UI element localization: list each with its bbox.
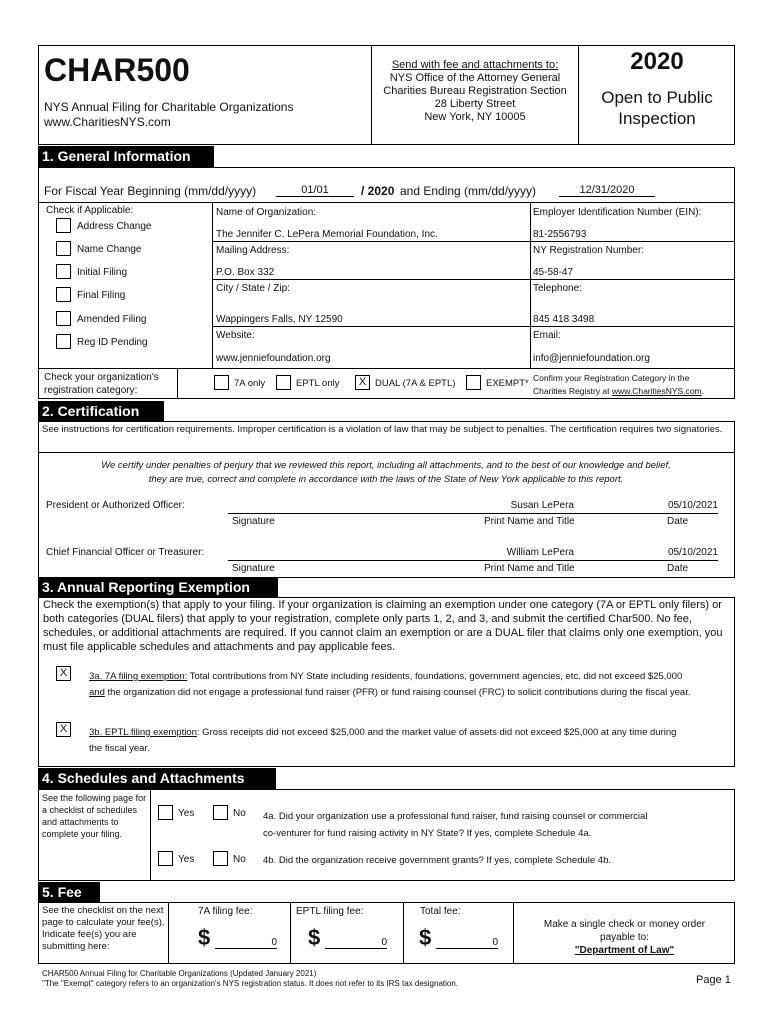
fee-7a-dollar: $	[198, 925, 211, 950]
name-change-checkbox[interactable]	[56, 241, 71, 256]
fy-year: / 2020	[361, 184, 395, 198]
q4b-no-label: No	[233, 854, 246, 865]
certify-line: We certify under penalties of perjury that we reviewed this report, including all attachments, and to the best of our knowledge and belief,	[101, 460, 671, 471]
cat-exempt-checkbox[interactable]	[466, 375, 481, 390]
ein-field[interactable]: 81-2556793	[533, 229, 587, 240]
cat-dual-checkbox[interactable]: X	[355, 375, 370, 390]
fee-total-label: Total fee:	[420, 906, 461, 917]
exemption-3a-and: and	[89, 687, 105, 698]
section2-title: 2. Certification	[38, 401, 164, 422]
form-subtitle: NYS Annual Filing for Charitable Organizations	[44, 100, 294, 114]
cert-instructions: See instructions for certification requirements. Improper certification is a violation of law that may be subject to penalties. The certification requires two signatories.	[42, 424, 723, 435]
payee-name: "Department of Law"	[574, 945, 675, 956]
exemption-3a-body: Total contributions from NY State including residents, foundations, government agencies, etc. did not exceed $25,000	[187, 671, 683, 682]
confirm-registry	[533, 372, 704, 398]
category-label-line: registration category:	[44, 385, 138, 396]
fy-begin-field[interactable]: 01/01	[276, 184, 354, 197]
fee-7a-label: 7A filing fee:	[198, 906, 253, 917]
section5-title: 5. Fee	[38, 882, 100, 903]
email-field[interactable]: info@jenniefoundation.org	[533, 353, 650, 364]
open-inspection	[579, 87, 735, 129]
cfo-name[interactable]: William LePera	[506, 547, 574, 558]
q4b-yes-checkbox[interactable]	[158, 851, 173, 866]
officer-label: President or Authorized Officer:	[46, 500, 185, 511]
cat-7a-checkbox[interactable]	[214, 375, 229, 390]
form-code: CHAR500	[44, 52, 190, 88]
exemption-3a-text	[89, 669, 729, 701]
date-caption: Date	[667, 563, 689, 574]
website-field[interactable]: www.jenniefoundation.org	[216, 353, 331, 364]
q4a-line: 4a. Did your organization use a professional fund raiser, fund raising counsel or commercial	[263, 811, 648, 822]
cat-7a-label: 7A only	[234, 378, 266, 389]
exemption-3b-body: the fiscal year.	[89, 743, 150, 754]
fy-end-label: and Ending (mm/dd/yyyy)	[400, 184, 537, 198]
payable-line: payable to:	[600, 932, 649, 943]
city-field[interactable]: Wappingers Falls, NY 12590	[216, 314, 343, 325]
footer-text	[42, 969, 458, 989]
q4a-yes-checkbox[interactable]	[158, 805, 173, 820]
ein-label: Employer Identification Number (EIN):	[533, 207, 702, 218]
q4a-text	[263, 808, 647, 842]
registry-link[interactable]: www.CharitiesNYS.com	[611, 386, 702, 396]
phone-label: Telephone:	[533, 283, 582, 294]
nyreg-label: NY Registration Number:	[533, 245, 644, 256]
initial-filing-label: Initial Filing	[77, 267, 128, 278]
certify-text	[40, 459, 732, 487]
signature-caption: Signature	[232, 516, 275, 527]
send-line: New York, NY 10005	[424, 111, 526, 123]
q4a-line: co-venturer for fund raising activity in NY State? If yes, complete Schedule 4a.	[263, 828, 592, 839]
exemption-3b-text	[89, 725, 729, 757]
officer-name[interactable]: Susan LePera	[510, 500, 574, 511]
fee-eptl-field[interactable]: 0	[325, 937, 387, 949]
print-name-caption: Print Name and Title	[484, 516, 575, 527]
phone-field[interactable]: 845 418 3498	[533, 314, 595, 325]
fee-side-note: See the checklist on the next page to calculate your fee(s). Indicate fee(s) you are submitting here:	[42, 905, 165, 952]
confirm-line: Charities Registry at	[533, 386, 612, 396]
fee-total-dollar: $	[419, 925, 432, 950]
q4b-text: 4b. Did the organization receive government grants? If yes, complete Schedule 4b.	[263, 855, 612, 866]
q4a-no-label: No	[233, 808, 246, 819]
q4a-no-checkbox[interactable]	[213, 805, 228, 820]
payable-line: Make a single check or money order	[543, 919, 706, 930]
cat-exempt-label: EXEMPT*	[486, 378, 529, 389]
date-caption: Date	[667, 516, 689, 527]
q4b-no-checkbox[interactable]	[213, 851, 228, 866]
footer-line: "The "Exempt" category refers to an organization's NYS registration status. It does not refer to its IRS tax designation.	[42, 979, 459, 988]
fee-7a-field[interactable]: 0	[215, 937, 277, 949]
name-change-label: Name Change	[77, 244, 142, 255]
exemption-3a-checkbox[interactable]: X	[56, 666, 71, 681]
city-label: City / State / Zip:	[216, 283, 290, 294]
send-title: Send with fee and attachments to:	[391, 59, 559, 71]
fy-end-field[interactable]: 12/31/2020	[559, 184, 655, 197]
exemption-intro: Check the exemption(s) that apply to your filing. If your organization is claiming an exemption under one category (7A or EPTL only filers) or both categories (DUAL filers) that apply to your registration, complete only parts 1, 2, and 3, and submit the certified Char500. No fee, schedules, or additional attachments are required. If you cannot claim an exemption or are a DUAL filer that claims only one exemption, you must file applicable schedules and attachments and pay applicable fees.	[43, 599, 723, 653]
category-label-line: Check your organization's	[44, 372, 159, 383]
mailing-label: Mailing Address:	[216, 245, 290, 256]
final-filing-checkbox[interactable]	[56, 287, 71, 302]
check-label: Check if Applicable:	[46, 205, 134, 216]
cfo-label: Chief Financial Officer or Treasurer:	[46, 547, 205, 558]
confirm-period: .	[701, 386, 705, 396]
cfo-date[interactable]: 05/10/2021	[667, 547, 718, 558]
certify-line: they are true, correct and complete in accordance with the laws of the State of New York applicable to this report.	[148, 474, 624, 485]
fee-eptl-label: EPTL filing fee:	[296, 906, 364, 917]
category-label	[44, 371, 159, 397]
section4-title: 4. Schedules and Attachments	[38, 768, 276, 789]
header-website: www.CharitiesNYS.com	[44, 115, 171, 129]
cat-dual-label: DUAL (7A & EPTL)	[375, 378, 456, 389]
fee-eptl-dollar: $	[308, 925, 321, 950]
signature-caption: Signature	[232, 563, 275, 574]
address-change-checkbox[interactable]	[56, 218, 71, 233]
send-line: Charities Bureau Registration Section	[383, 85, 567, 97]
nyreg-field[interactable]: 45-58-47	[533, 267, 574, 278]
mailing-field[interactable]: P.O. Box 332	[216, 267, 275, 278]
org-name-field[interactable]: The Jennifer C. LePera Memorial Foundation, Inc.	[216, 229, 438, 240]
website-label: Website:	[216, 330, 255, 341]
send-line: NYS Office of the Attorney General	[389, 72, 561, 84]
org-name-label: Name of Organization:	[216, 207, 317, 218]
email-label: Email:	[533, 330, 561, 341]
final-filing-label: Final Filing	[77, 290, 126, 301]
schedules-side-note: See the following page for a checklist of schedules and attachments to complete your filing.	[42, 793, 147, 839]
address-change-label: Address Change	[77, 221, 152, 232]
initial-filing-checkbox[interactable]	[56, 264, 71, 279]
footer-line: CHAR500 Annual Filing for Charitable Organizations (Updated January 2021)	[42, 969, 317, 978]
exemption-3a-body: the organization did not engage a professional fund raiser (PFR) or fund raising counsel (FRC) to solicit contributions during the fiscal year.	[104, 687, 691, 698]
officer-date[interactable]: 05/10/2021	[667, 500, 718, 511]
print-name-caption: Print Name and Title	[484, 563, 575, 574]
section3-title: 3. Annual Reporting Exemption	[38, 577, 278, 598]
payable-to	[514, 918, 735, 957]
fy-begin-label: For Fiscal Year Beginning (mm/dd/yyyy)	[44, 184, 257, 198]
open-line: Inspection	[618, 109, 696, 128]
exemption-3b-checkbox[interactable]: X	[56, 722, 71, 737]
fee-total-field[interactable]: 0	[436, 937, 498, 949]
cat-eptl-label: EPTL only	[296, 378, 340, 389]
q4a-yes-label: Yes	[178, 808, 195, 819]
open-line: Open to Public	[601, 88, 713, 107]
reg-id-pending-label: Reg ID Pending	[77, 337, 148, 348]
confirm-line: Confirm your Registration Category in the	[533, 373, 690, 383]
exemption-3a-head: 3a. 7A filing exemption:	[89, 671, 188, 682]
page-number: Page 1	[696, 974, 731, 986]
send-line: 28 Liberty Street	[434, 98, 516, 110]
section1-title: 1. General Information	[38, 146, 214, 167]
exemption-3b-head: 3b. EPTL filing exemption	[89, 727, 197, 738]
amended-filing-label: Amended Filing	[77, 314, 147, 325]
form-year: 2020	[630, 48, 684, 75]
q4b-yes-label: Yes	[178, 854, 195, 865]
send-address	[372, 59, 578, 124]
amended-filing-checkbox[interactable]	[56, 311, 71, 326]
exemption-3b-body: : Gross receipts did not exceed $25,000 and the market value of assets did not exceed $25,000 at any time during	[196, 727, 677, 738]
cat-eptl-checkbox[interactable]	[276, 375, 291, 390]
reg-id-pending-checkbox[interactable]	[56, 334, 71, 349]
